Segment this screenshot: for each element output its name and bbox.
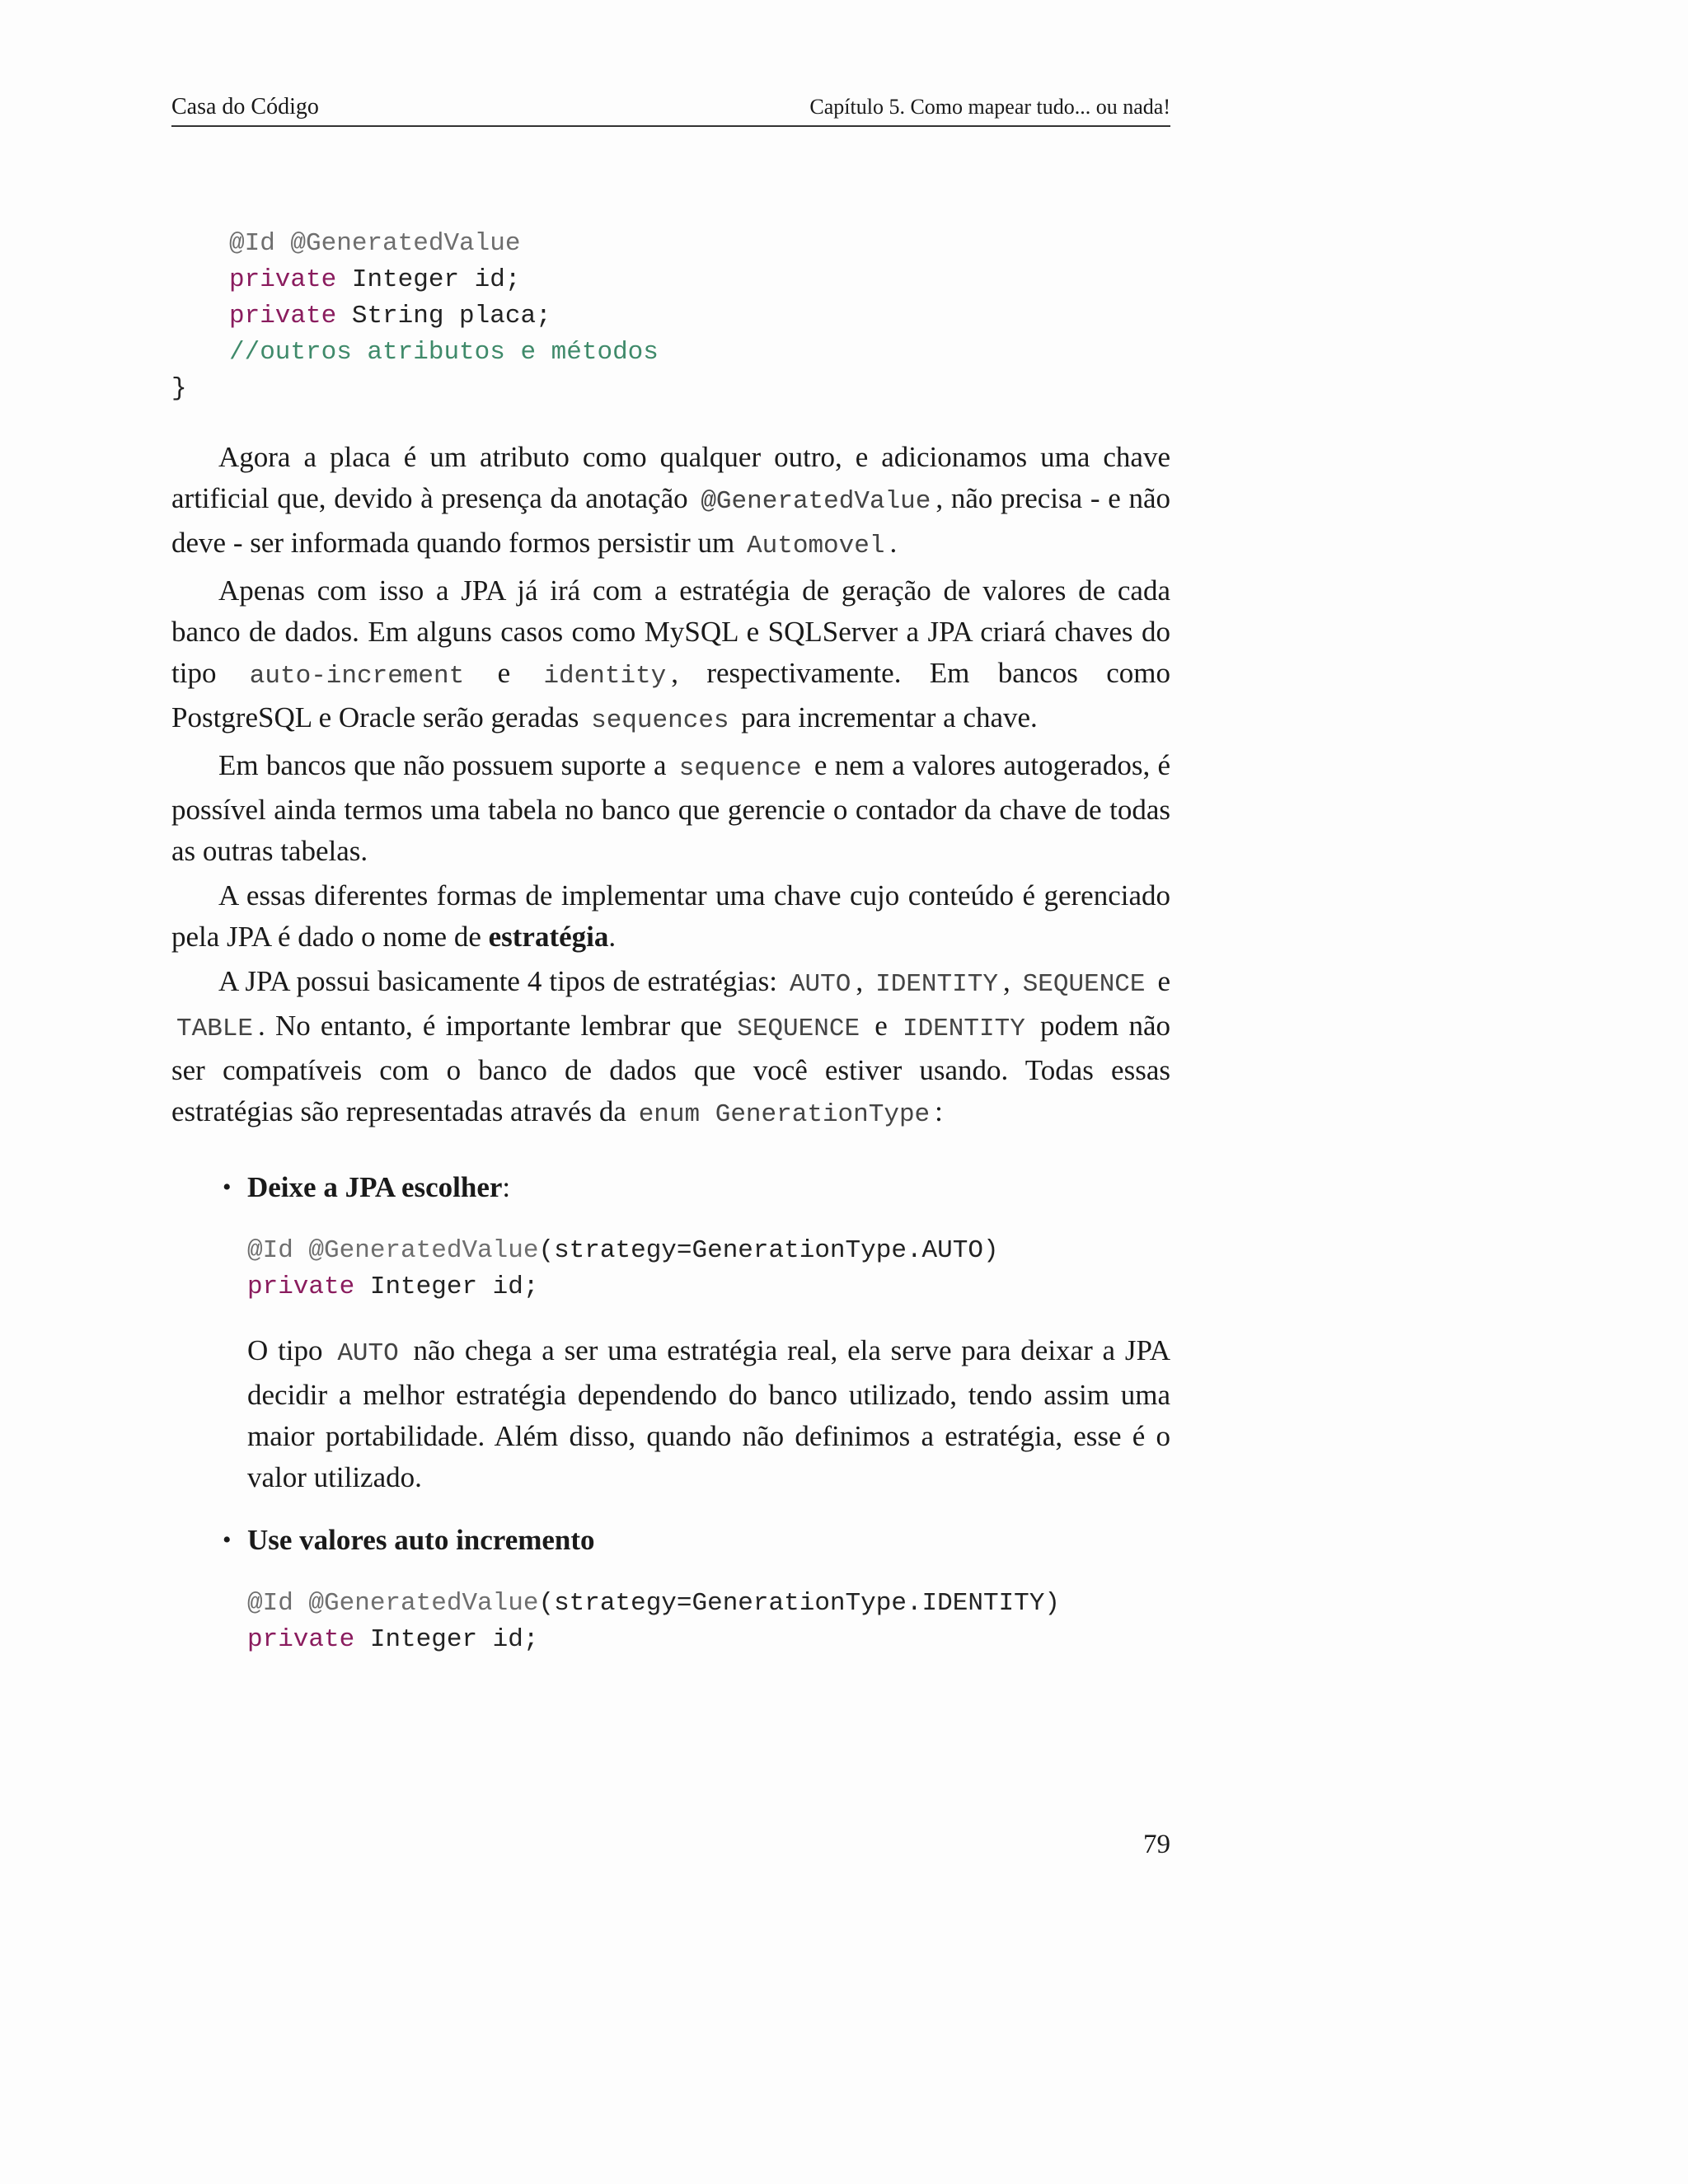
list-item	[171, 1520, 1170, 1658]
inline-code: IDENTITY	[903, 1015, 1025, 1043]
code-block-auto: @Id @GeneratedValue(strategy=GenerationType.AUTO) private Integer id;	[247, 1236, 999, 1301]
list-item-description: O tipo AUTO não chega a ser uma estratégia real, ela serve para deixar a JPA decidir a melhor estratégia dependendo do banco utilizado, tendo assim uma maior portabilidade. Além disso, quando não definimos a estratégia, esse é o valor utilizado.	[247, 1334, 1171, 1493]
inline-code: SEQUENCE	[737, 1015, 860, 1043]
paragraph: Agora a placa é um atributo como qualquer outro, e adicionamos uma chave artificial que, devido à presença da anotação @GeneratedValue , não precisa - e não deve - ser informada quando formos persistir um Automovel .	[171, 441, 1170, 560]
code-closing-brace: }	[171, 374, 187, 403]
header-chapter-title: Capítulo 5. Como mapear tudo... ou nada!	[809, 95, 1170, 119]
code-line: String placa;	[336, 302, 551, 330]
inline-code: AUTO	[789, 970, 851, 999]
bullet-icon: •	[223, 1526, 232, 1554]
inline-code: sequences	[591, 706, 729, 735]
paragraph: A JPA possui basicamente 4 tipos de estratégias: AUTO , IDENTITY , SEQUENCE e TABLE . No entanto, é importante lembrar que SEQUENCE e IDENTITY podem não ser compatíveis com o banco de dados que você estiver usando. Todas essas estratégias são representadas através da enum GenerationType :	[171, 965, 1171, 1129]
inline-code: IDENTITY	[875, 970, 998, 999]
inline-code: enum GenerationType	[638, 1100, 931, 1129]
header-book-title: Casa do Código	[171, 94, 319, 120]
list-item-title: Use valores auto incremento	[247, 1524, 595, 1556]
paragraph: Apenas com isso a JPA já irá com a estratégia de geração de valores de cada banco de dados. Em alguns casos como MySQL e SQLServer a JPA criará chaves do tipo auto-increment e identity , respectivamente. Em bancos como PostgreSQL e Oracle serão geradas sequences para incrementar a chave.	[171, 574, 1171, 735]
inline-code: identity	[543, 662, 667, 691]
code-block-class-end	[171, 226, 659, 407]
inline-code: sequence	[678, 754, 802, 783]
inline-code: Automovel	[747, 532, 885, 560]
body-text	[171, 437, 1170, 1683]
code-line: Integer id;	[336, 265, 521, 294]
bold-term: estratégia	[488, 921, 609, 953]
list-item-title: Deixe a JPA escolher	[247, 1171, 503, 1203]
book-page	[171, 92, 1171, 1859]
inline-code: auto-increment	[249, 662, 465, 691]
inline-code: AUTO	[337, 1339, 399, 1368]
code-comment: //outros atributos e métodos	[229, 338, 659, 367]
inline-code: TABLE	[176, 1015, 254, 1043]
running-header	[171, 92, 1170, 127]
page-number: 79	[1143, 1830, 1170, 1859]
strategy-list	[171, 1167, 1170, 1658]
code-keyword: private	[229, 302, 337, 330]
bullet-icon: •	[223, 1174, 232, 1201]
inline-code: @GeneratedValue	[701, 487, 931, 516]
paragraph: Em bancos que não possuem suporte a sequence e nem a valores autogerados, é possível ainda termos uma tabela no banco que gerencie o contador da chave de todas as outras tabelas.	[171, 749, 1170, 867]
code-block-identity: @Id @GeneratedValue(strategy=GenerationType.IDENTITY) private Integer id;	[247, 1589, 1060, 1654]
code-keyword: private	[229, 265, 337, 294]
list-item: • Deixe a JPA escolher: @Id @GeneratedValue(strategy=GenerationType.AUTO) private Integer id; O tipo AUTO não chega a ser uma estratégia real, ela serve para deixar a JPA decidir a melhor estratégia dependendo do banco utilizado, tendo assim uma maior portabilidade. Além disso, quando não definimos a estratégia, esse é o valor utilizado.	[171, 1167, 1170, 1498]
paragraph: A essas diferentes formas de implementar uma chave cujo conteúdo é gerenciado pela JPA é dado o nome de estratégia.	[171, 879, 1170, 953]
inline-code: SEQUENCE	[1022, 970, 1146, 999]
code-line: @Id @GeneratedValue	[229, 229, 521, 258]
